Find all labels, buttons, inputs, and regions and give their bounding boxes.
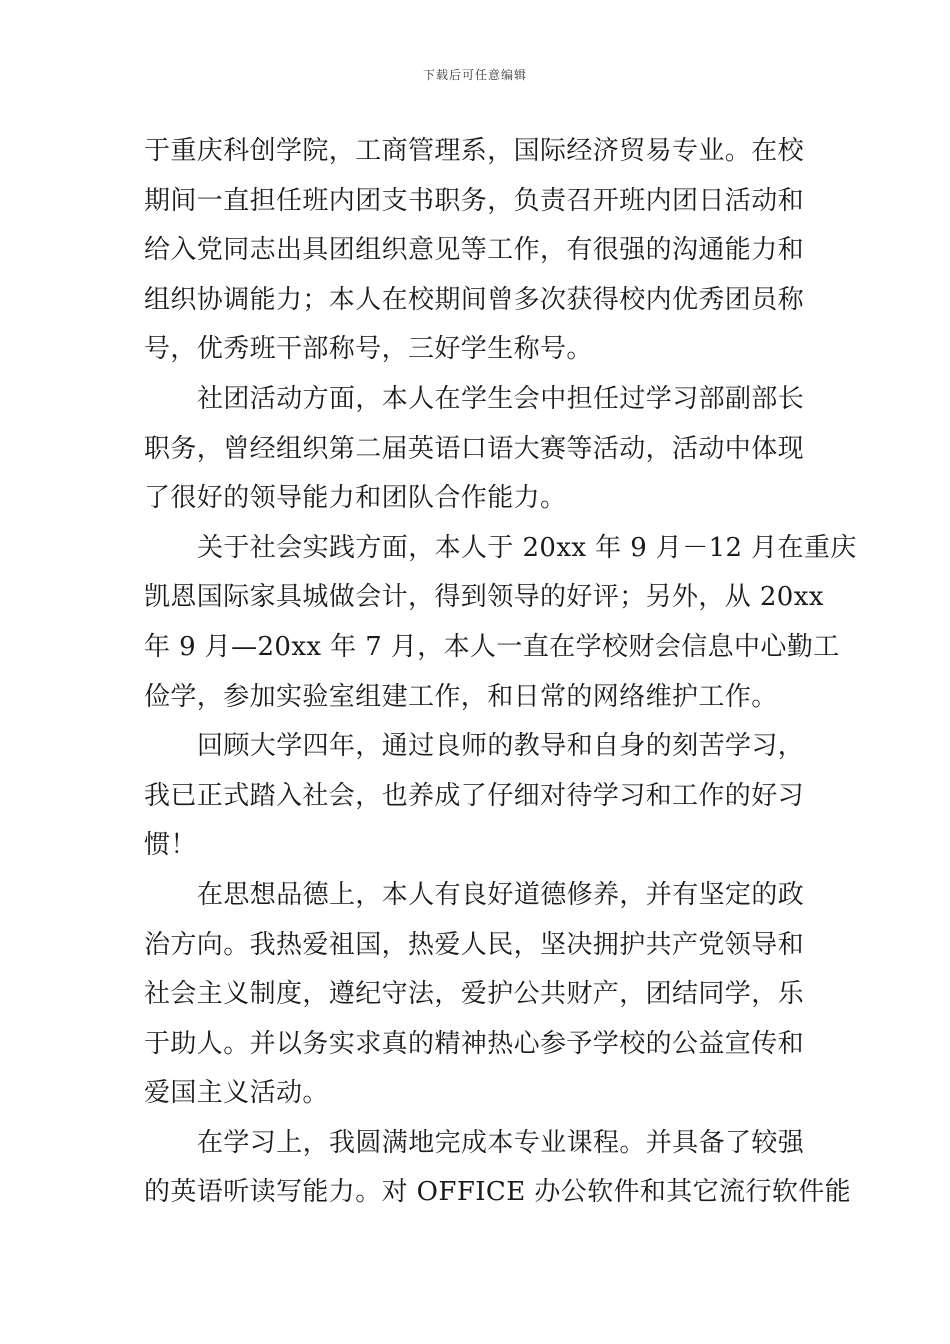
text-line: 治方向。我热爱祖国，热爱人民，坚决拥护共产党领导和	[144, 929, 805, 960]
text-line: 在学习上，我圆满地完成本专业课程。并具备了较强	[197, 1127, 805, 1158]
text-line: 在思想品德上，本人有良好道德修养，并有坚定的政	[197, 879, 805, 910]
text-line: 我已正式踏入社会，也养成了仔细对待学习和工作的好习	[144, 780, 805, 811]
text-line: 的英语听读写能力。对 OFFICE 办公软件和其它流行软件能	[144, 1177, 852, 1208]
text-line: 回顾大学四年，通过良师的教导和自身的刻苦学习，	[197, 731, 805, 762]
text-line: 年 9 月—20xx 年 7 月，本人一直在学校财会信息中心勤工	[144, 631, 840, 662]
text-line: 于重庆科创学院，工商管理系，国际经济贸易专业。在校	[144, 136, 805, 166]
text-line: 社会主义制度，遵纪守法，爱护公共财产，团结同学，乐	[144, 979, 805, 1010]
document-body	[144, 127, 857, 1218]
text-line: 了很好的领导能力和团队合作能力。	[144, 483, 567, 514]
text-line: 职务，曾经组织第二届英语口语大赛等活动，活动中体现	[144, 433, 805, 464]
text-line: 俭学，参加实验室组建工作，和日常的网络维护工作。	[144, 681, 778, 712]
text-line: 号，优秀班干部称号，三好学生称号。	[144, 334, 593, 365]
text-line: 社团活动方面，本人在学生会中担任过学习部副部长	[197, 383, 805, 414]
text-line: 给入党同志出具团组织意见等工作，有很强的沟通能力和	[144, 235, 805, 266]
page-header: 下载后可任意编辑	[422, 68, 527, 82]
text-line: 于助人。并以务实求真的精神热心参予学校的公益宣传和	[144, 1028, 805, 1059]
text-line: 期间一直担任班内团支书职务，负责召开班内团日活动和	[144, 185, 805, 216]
text-line: 爱国主义活动。	[144, 1078, 329, 1109]
text-line: 关于社会实践方面，本人于 20xx 年 9 月－12 月在重庆	[197, 532, 857, 563]
text-line: 惯！	[144, 830, 197, 861]
text-line: 组织协调能力；本人在校期间曾多次获得校内优秀团员称	[144, 284, 805, 315]
text-line: 凯恩国际家具城做会计，得到领导的好评；另外，从 20xx	[144, 582, 824, 613]
